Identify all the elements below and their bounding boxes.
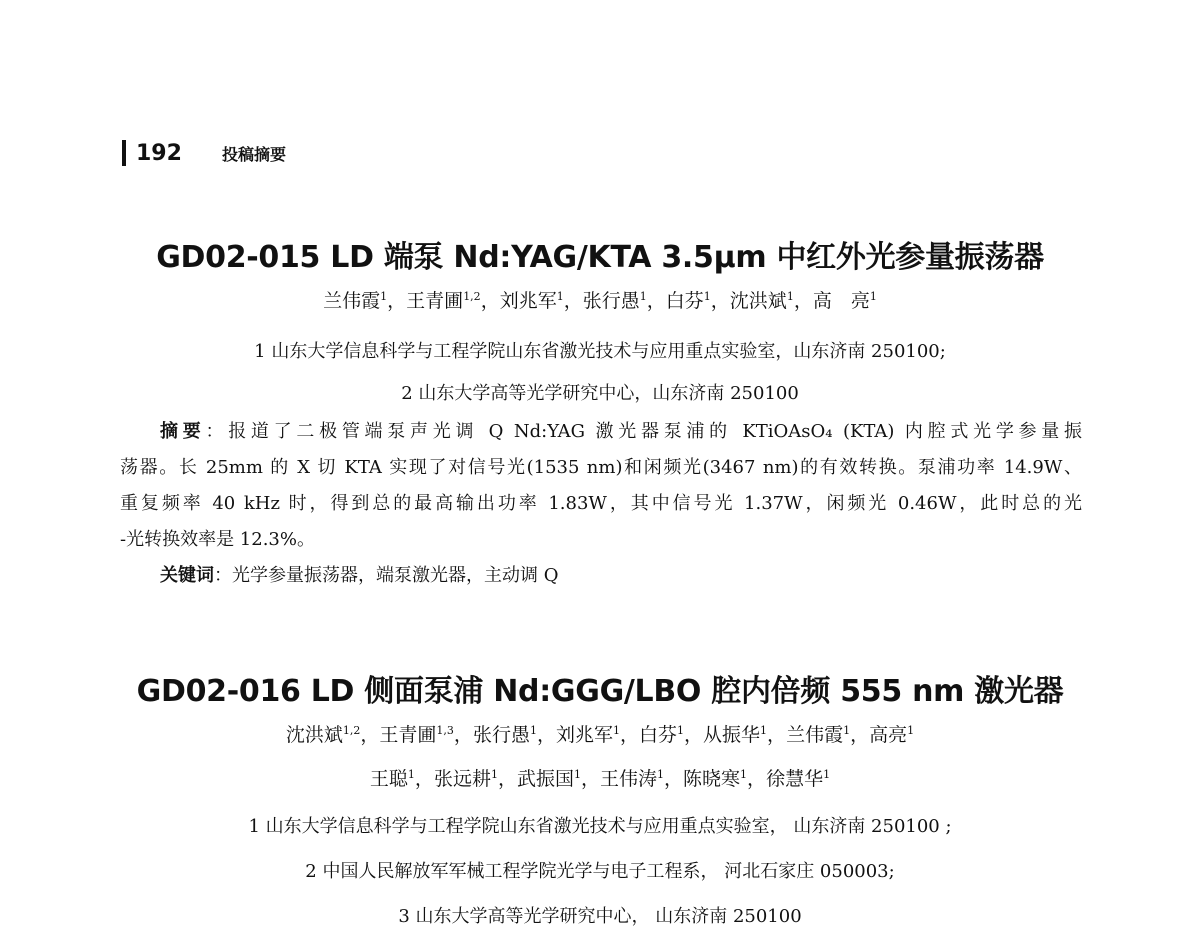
author-affiliation-mark: 1 bbox=[823, 768, 831, 781]
author-name: 刘兆军 bbox=[555, 724, 613, 746]
author-affiliation-mark: 1 bbox=[740, 768, 748, 781]
author-name: 王伟涛 bbox=[600, 768, 658, 790]
author-name: 陈晓寒 bbox=[683, 768, 741, 790]
author-name: 王聪 bbox=[369, 768, 408, 790]
author-affiliation-mark: 1 bbox=[786, 290, 794, 303]
author-name: 张行愚 bbox=[582, 290, 640, 312]
author-affiliation-mark: 1 bbox=[639, 290, 647, 303]
author-affiliation-mark: 1 bbox=[573, 768, 581, 781]
author-name: 徐慧华 bbox=[766, 768, 824, 790]
author-affiliation-mark: 1,2 bbox=[342, 724, 361, 737]
abstract-line: 摘要：报道了二极管端泵声光调 Q Nd:YAG 激光器泵浦的 KTiOAsO₄ (KTA) 内腔式光学参量振 bbox=[160, 421, 1082, 442]
article-2-affiliation-1: 1 山东大学信息科学与工程学院山东省激光技术与应用重点实验室， 山东济南 250100 ; bbox=[248, 816, 952, 837]
author-name: 张行愚 bbox=[472, 724, 530, 746]
article-2-authors-line-1: 沈洪斌$^{1,2}$，王青圃$^{1,3}$，张行愚$^1$，刘兆军$^1$，白芬$^1$，从振华$^1$，兰伟霞$^1$，高亮$^1$ bbox=[285, 724, 915, 746]
author-name: 高亮 bbox=[869, 724, 908, 746]
article-2-title: GD02-016 LD 侧面泵浦 Nd:GGG/LBO 腔内倍频 555 nm 激光器 bbox=[136, 674, 1064, 709]
author-affiliation-mark: 1 bbox=[657, 768, 665, 781]
author-affiliation-mark: 1 bbox=[703, 290, 711, 303]
author-affiliation-mark: 1 bbox=[677, 724, 685, 737]
article-1-authors: 兰伟霞$^1$，王青圃$^{1,2}$，刘兆军$^1$，张行愚$^1$，白芬$^1$，沈洪斌$^1$，高 亮$^1$ bbox=[323, 290, 877, 312]
author-affiliation-mark: 1 bbox=[612, 724, 620, 737]
header-bar bbox=[122, 140, 126, 166]
article-2-affiliation-3: 3 山东大学高等光学研究中心， 山东济南 250100 bbox=[398, 906, 802, 927]
author-affiliation-mark: 1 bbox=[869, 290, 877, 303]
author-affiliation-mark: 1 bbox=[843, 724, 851, 737]
author-affiliation-mark: 1,2 bbox=[463, 290, 481, 303]
article-1-title: GD02-015 LD 端泵 Nd:YAG/KTA 3.5μm 中红外光参量振荡器 bbox=[156, 240, 1044, 275]
page-number: 192 bbox=[136, 140, 182, 166]
article-2-authors-line-2: 王聪$^1$，张远耕$^1$，武振国$^1$，王伟涛$^1$，陈晓寒$^1$，徐慧华$^1$ bbox=[369, 768, 831, 790]
author-affiliation-mark: 1 bbox=[380, 290, 388, 303]
author-affiliation-mark: 1 bbox=[529, 724, 537, 737]
author-name: 刘兆军 bbox=[499, 290, 557, 312]
keywords-label: 关键词 bbox=[160, 565, 214, 586]
article-1-abstract bbox=[120, 414, 1082, 594]
abstract-line: 荡器。长 25mm 的 X 切 KTA 实现了对信号光(1535 nm)和闲频光(3467 nm)的有效转换。泵浦功率 14.9W、 bbox=[120, 457, 1082, 478]
author-name: 从振华 bbox=[703, 724, 761, 746]
abstract-line: -光转换效率是 12.3%。 bbox=[120, 529, 315, 550]
author-affiliation-mark: 1 bbox=[407, 768, 415, 781]
author-affiliation-mark: 1 bbox=[556, 290, 564, 303]
keywords-line: 关键词：光学参量振荡器，端泵激光器，主动调 Q bbox=[160, 565, 559, 586]
author-name: 白芬 bbox=[639, 724, 678, 746]
author-affiliation-mark: 1 bbox=[490, 768, 498, 781]
author-affiliation-mark: 1 bbox=[760, 724, 768, 737]
author-name: 沈洪斌 bbox=[285, 724, 343, 746]
abstract-label: 摘要 bbox=[160, 421, 206, 442]
article-1-affiliation-1: 1 山东大学信息科学与工程学院山东省激光技术与应用重点实验室，山东济南 250100; bbox=[254, 341, 946, 362]
running-header bbox=[122, 140, 286, 166]
author-affiliation-mark: 1 bbox=[907, 724, 915, 737]
section-title: 投稿摘要 bbox=[221, 144, 286, 164]
author-name: 白芬 bbox=[665, 290, 704, 312]
author-name: 张远耕 bbox=[433, 768, 491, 790]
author-name: 兰伟霞 bbox=[323, 290, 381, 312]
author-name: 高 亮 bbox=[812, 290, 870, 312]
author-affiliation-mark: 1,3 bbox=[436, 724, 454, 737]
article-1-affiliation-2: 2 山东大学高等光学研究中心，山东济南 250100 bbox=[401, 383, 799, 404]
author-name: 沈洪斌 bbox=[729, 290, 787, 312]
abstract-line: 重复频率 40 kHz 时，得到总的最高输出功率 1.83W，其中信号光 1.37W，闲频光 0.46W，此时总的光 bbox=[120, 493, 1082, 514]
author-name: 武振国 bbox=[516, 768, 574, 790]
author-name: 王青圃 bbox=[379, 724, 437, 746]
author-name: 王青圃 bbox=[406, 290, 464, 312]
article-2-affiliation-2: 2 中国人民解放军军械工程学院光学与电子工程系， 河北石家庄 050003; bbox=[305, 861, 895, 882]
author-name: 兰伟霞 bbox=[786, 724, 844, 746]
